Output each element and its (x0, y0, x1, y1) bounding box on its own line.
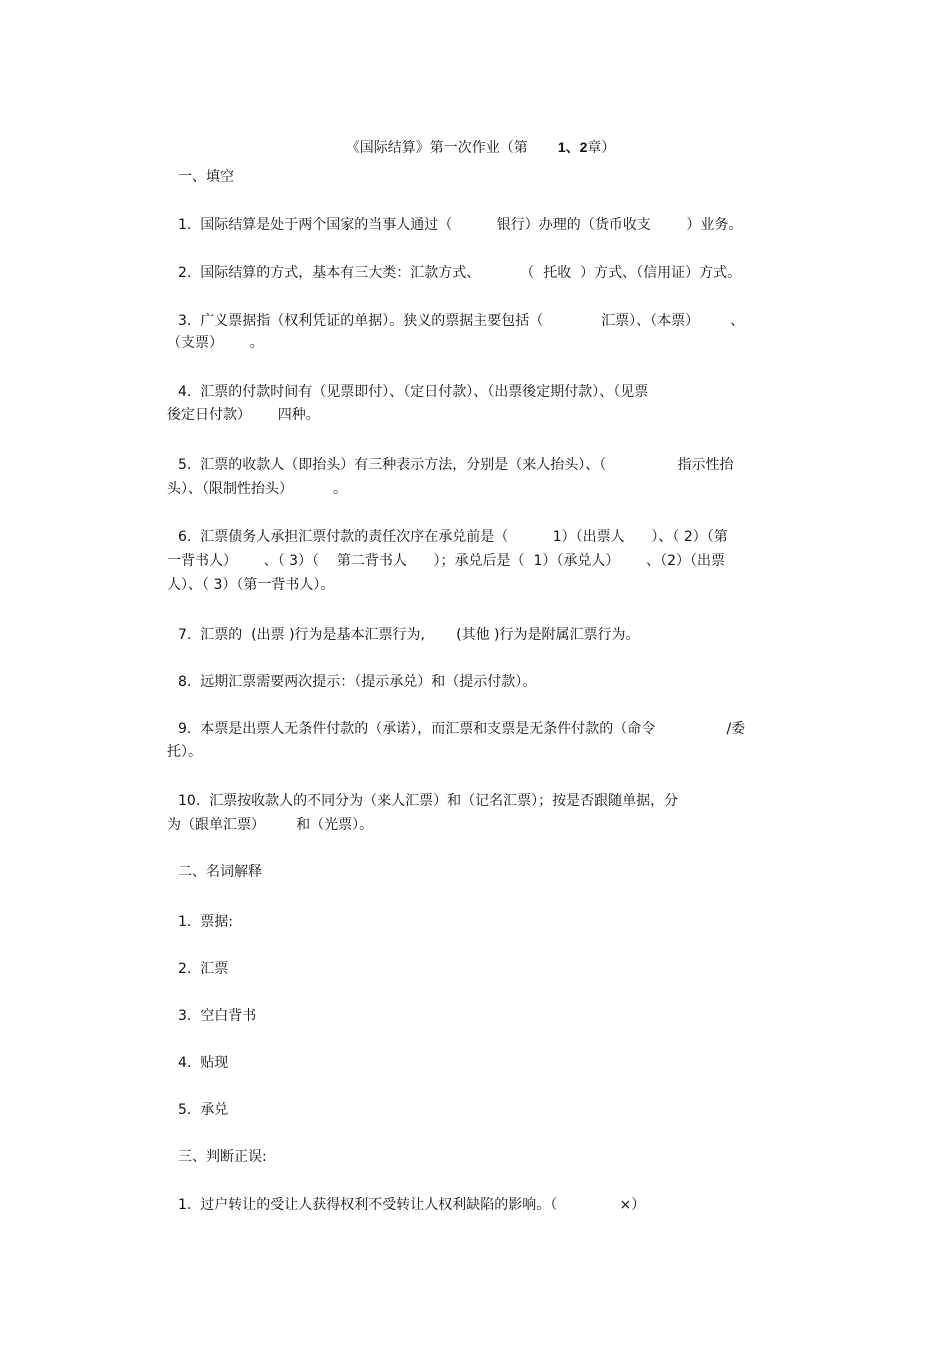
page-title (328, 120, 615, 175)
term-item-2: 2. 汇票 (178, 961, 229, 977)
fill-item-1: 1. 国际结算是处于两个国家的当事人通过（ 银行）办理的（货币收支 ）业务。 (178, 217, 743, 233)
judge-item-1: 1. 过户转让的受让人获得权利不受转让人权利缺陷的影响。（ ×） (178, 1197, 646, 1213)
fill-item-9-line2: 托）。 (167, 744, 202, 760)
section-heading-judge: 三、判断正误: (178, 1149, 267, 1165)
section-heading-fill: 一、填空 (178, 169, 234, 185)
fill-item-6-line3: 人）、（ 3）（第一背书人）。 (167, 577, 335, 593)
term-item-5: 5. 承兑 (178, 1102, 229, 1118)
title-number: 1、2 (557, 139, 588, 155)
fill-item-3-line1: 3. 广义票据指（权利凭证的单据）。狭义的票据主要包括（ 汇票）、（本票） 、 (178, 313, 745, 329)
fill-item-6-line1: 6. 汇票债务人承担汇票付款的责任次序在承兑前是（ 1）（出票人 ）、（ 2）（第 (178, 529, 728, 545)
fill-item-6-line2: 一背书人） 、（ 3）（ 第二背书人 ）；承兑后是（ 1）（承兑人） 、（2）（出票 (167, 553, 725, 569)
section-heading-terms: 二、名词解释 (178, 864, 262, 880)
term-item-4: 4. 贴现 (178, 1055, 229, 1071)
title-suffix: 章） (587, 140, 616, 156)
fill-item-10-line1: 10. 汇票按收款人的不同分为（来人汇票）和（记名汇票）；按是否跟随单据，分 (178, 793, 679, 809)
fill-item-10-line2: 为（跟单汇票） 和（光票）。 (167, 817, 374, 833)
fill-item-3-line2: （支票） 。 (167, 335, 264, 351)
term-item-3: 3. 空白背书 (178, 1008, 257, 1024)
fill-item-4-line1: 4. 汇票的付款时间有（见票即付）、（定日付款）、（出票後定期付款）、（见票 (178, 384, 649, 400)
fill-item-9-line1: 9. 本票是出票人无条件付款的（承诺），而汇票和支票是无条件付款的（命令 /委 (178, 721, 746, 737)
fill-item-5-line2: 头）、（限制性抬头） 。 (167, 481, 348, 497)
fill-item-7: 7. 汇票的 (出票 )行为是基本汇票行为, (其他 )行为是附属汇票行为。 (178, 627, 640, 643)
fill-item-5-line1: 5. 汇票的收款人（即抬头）有三种表示方法，分别是（来人抬头）、（ 指示性抬 (178, 457, 734, 473)
title-prefix: 《国际结算》第一次作业（第 (345, 140, 528, 156)
fill-item-2: 2. 国际结算的方式，基本有三大类：汇款方式、 （ 托收 ）方式、（信用证）方式。 (178, 265, 742, 281)
fill-item-4-line2: 後定日付款） 四种。 (167, 407, 320, 423)
term-item-1: 1. 票据: (178, 914, 233, 930)
fill-item-8: 8. 远期汇票需要两次提示：（提示承兑）和（提示付款）。 (178, 674, 537, 690)
